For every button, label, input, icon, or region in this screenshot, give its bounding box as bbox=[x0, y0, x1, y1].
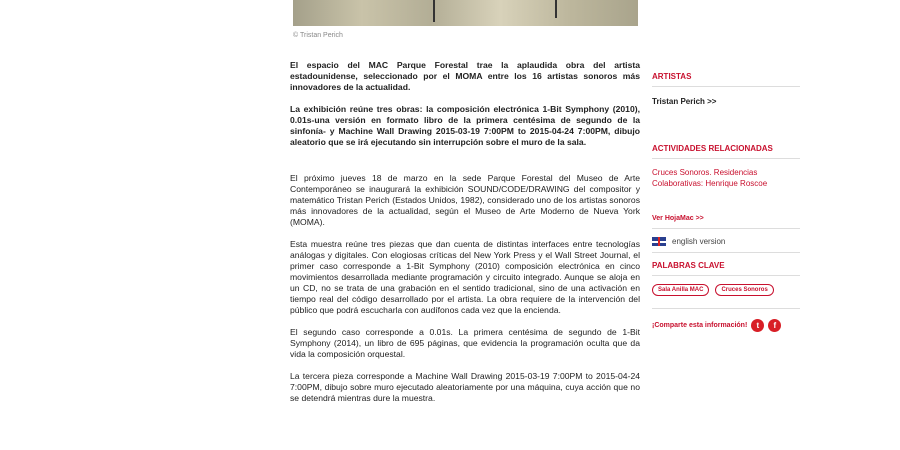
language-link[interactable]: english version bbox=[672, 237, 726, 246]
article-paragraph: El próximo jueves 18 de marzo en la sede Parque Forestal del Museo de Arte Contemporáneo se inaugurará la exhibición SOUND/CODE/DRAWING del compositor y matemático Tristan Perich (Estados Unidos, 1982), considerado uno de los artistas sonoros más innovadores de la actualidad, según el Museo de Arte Moderno de Nueva York (MOMA). bbox=[290, 173, 640, 227]
sidebar bbox=[652, 60, 800, 332]
tag[interactable]: Sala Anilla MAC bbox=[652, 284, 709, 296]
artists-heading: ARTISTAS bbox=[652, 60, 800, 87]
article-paragraph: El segundo caso corresponde a 0.01s. La primera centésima de segundo de 1-Bit Symphony (2014), un libro de 695 páginas, que evidencia la programación oculta que da vida la composición orquestal. bbox=[290, 327, 640, 359]
article-lead: El espacio del MAC Parque Forestal trae la aplaudida obra del artista estadounidense, seleccionado por el MOMA entre los 16 artistas sonoros más innovadores de la actualidad. bbox=[290, 60, 640, 92]
article-body bbox=[290, 60, 640, 415]
keywords-heading: PALABRAS CLAVE bbox=[652, 253, 800, 276]
article-lead-2: La exhibición reúne tres obras: la composición electrónica 1-Bit Symphony (2010), 0.01s-una versión en formato libro de la primera centésima de segundo de la sinfonía- y Machine Wall Drawing 2015-03-19 7:00PM to 2015-04-24 7:00PM, dibujo aleatorio que se irá ejecutando sin interrupción sobre el muro de la sala. bbox=[290, 104, 640, 147]
hojamac-link[interactable]: Ver HojaMac >> bbox=[652, 203, 800, 229]
share-bar bbox=[652, 308, 800, 332]
activities-heading: ACTIVIDADES RELACIONADAS bbox=[652, 132, 800, 159]
uk-flag-icon bbox=[652, 237, 666, 246]
facebook-icon[interactable]: f bbox=[768, 319, 781, 332]
hero-image-detail bbox=[555, 0, 557, 18]
twitter-icon[interactable]: t bbox=[751, 319, 764, 332]
image-credit: © Tristan Perich bbox=[293, 32, 343, 39]
language-switch[interactable] bbox=[652, 229, 800, 253]
tag-list bbox=[652, 284, 800, 296]
tag[interactable]: Cruces Sonoros bbox=[715, 284, 773, 296]
article-paragraph: Esta muestra reúne tres piezas que dan cuenta de distintas interfaces entre tecnologías análogas y digitales. Con elogiosas críticas del New York Press y el Wall Street Journal, el primer caso corresponde a 1-Bit Symphony (2010) composición electrónica en cinco movimientos desarrollada mediante programación y circuito integrado. Aunque se aloja en un CD, no se trata de una grabación en el sentido tradicional, sino de una activación en tiempo real del código desarrollado por el artista. La obra requiere de la intervención del público que podrá escucharla con audífonos cada vez que la encienda. bbox=[290, 239, 640, 315]
hero-image-detail bbox=[433, 0, 435, 22]
hero-image bbox=[293, 0, 638, 26]
article-paragraph: La tercera pieza corresponde a Machine Wall Drawing 2015-03-19 7:00PM to 2015-04-24 7:00PM, dibujo sobre muro ejecutado aleatoriamente por una máquina, cuya acción que no se detendrá mientras dure la muestra. bbox=[290, 371, 640, 403]
share-label: ¡Comparte esta información! bbox=[652, 322, 748, 329]
artist-link[interactable]: Tristan Perich >> bbox=[652, 97, 717, 106]
activity-link[interactable]: Cruces Sonoros. Residencias Colaborativas: Henrique Roscoe bbox=[652, 168, 768, 188]
